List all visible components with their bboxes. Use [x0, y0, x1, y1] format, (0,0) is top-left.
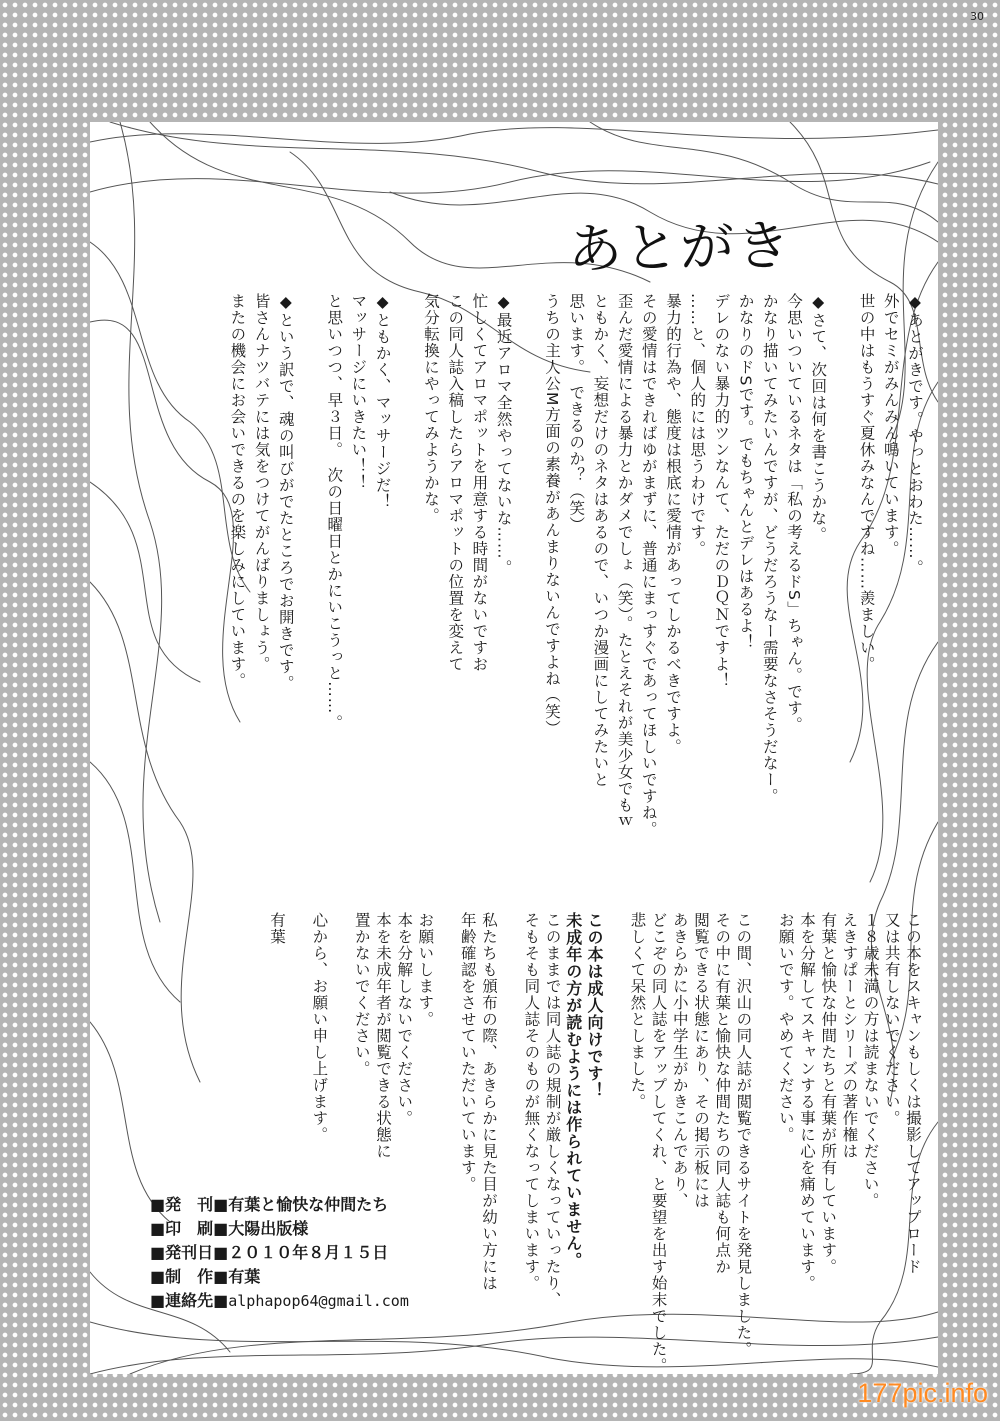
text-column: 本を分解してスキャンする事に心を痛めています。: [798, 912, 816, 1292]
text-column: 歪んだ愛情による暴力とかダメでしょ（笑）。たとえそれが美少女でもｗ: [615, 293, 634, 830]
text-column: ◆最近アロマ全然やってないな……。: [494, 293, 513, 576]
text-column: ◆という訳で、魂の叫びがでたところでお開きです。: [276, 293, 295, 692]
text-column: と思いつつ、早３日。 次の日曜日とかにいこうっと……。: [325, 293, 344, 731]
colophon-label: ■印 刷■: [150, 1219, 229, 1238]
text-column: ◆さて、次回は何を書こうかな。: [809, 293, 828, 543]
text-column: 皆さんナツバテには気をつけてがんばりましょう。: [252, 293, 271, 673]
text-column: ◆あとがきです。やっとおわた……。: [906, 293, 924, 576]
colophon-value: 大陽出版様: [228, 1219, 309, 1238]
text-column: 有葉: [268, 912, 286, 945]
colophon-value: ２０１０年８月１５日: [228, 1243, 389, 1262]
text-column: お願いします。: [416, 912, 435, 1028]
text-column: そもそも同人誌そのものが無くなってしまいます。: [522, 912, 541, 1292]
text-column: １８歳未満の方は読まないでください。: [861, 912, 880, 1209]
colophon-label: ■制 作■: [150, 1267, 229, 1286]
text-column: かなり描いてみたいんですが、どうだろうなー需要なさそうだなー。: [760, 293, 779, 805]
colophon-value: 有葉と愉快な仲間たち: [228, 1195, 389, 1214]
text-column: 世の中はもうすぐ夏休みなんですね……羨ましい。: [857, 293, 876, 673]
text-column: 思います。 できるのか？（笑）: [567, 293, 586, 533]
text-column: 閲覧できる状態にあり、その掲示板には: [692, 912, 710, 1209]
text-column: マッサージにいきたい！！: [349, 293, 368, 491]
text-column: 暴力的行為や、態度は根底に愛情があってしかるべきですよ。: [664, 293, 682, 755]
text-column: このままでは同人誌の規制が厳しくなっていったり、: [543, 912, 562, 1308]
colophon-row: [150, 1265, 409, 1289]
text-column: 今思いついているネタは「私の考えるドS」ちゃん。です。: [785, 293, 803, 733]
text-column: 又は共有しないでください。: [882, 912, 901, 1127]
text-column: あきらかに小中学生がかきこんであり、: [670, 912, 689, 1209]
text-column: ……と、個人的には思うわけです。: [688, 293, 707, 557]
colophon-row: [150, 1193, 409, 1217]
text-column: またの機会にお会いできるのを楽しみにしています。: [228, 293, 247, 689]
colophon-value: 有葉: [228, 1267, 261, 1286]
text-column: 置かないでください。: [352, 912, 371, 1077]
page-title: あとがき: [567, 214, 793, 281]
text-column: 気分転換にやってみようかな。: [422, 293, 440, 524]
text-column: その中に有葉と愉快な仲間たちの同人誌も何点か: [713, 912, 732, 1275]
text-column: この同人誌入稿したらアロマポットの位置を変えて: [446, 293, 465, 673]
text-column: 本を未成年者が閲覧できる状態に: [374, 912, 392, 1160]
text-column: ◆ともかく、マッサージだ！: [373, 293, 392, 510]
text-column: この間、沢山の同人誌が閲覧できるサイトを発見しました。: [734, 912, 753, 1358]
text-column: かなりのドSです。でもちゃんとデレはあるよ！: [736, 293, 755, 651]
colophon: [150, 1193, 409, 1313]
colophon-label: ■発刊日■: [150, 1243, 229, 1262]
text-column: その愛情はできればゆがまずに、普通にまっすぐであってほしいですね。: [639, 293, 658, 838]
text-column: ともかく、妄想だけのネタはあるので、いつか漫画にしてみたいと: [591, 293, 610, 788]
text-column: デレのない暴力的ツンなんて、ただのＤＱＮですよ！: [712, 293, 731, 689]
text-column: 有葉と愉快な仲間たちと有葉が所有しています。: [819, 912, 838, 1275]
site-watermark: 177pic.info: [857, 1378, 988, 1408]
text-column: 外でセミがみんみん鳴いています。: [881, 293, 900, 557]
text-column: 悲しくて呆然としました。: [628, 912, 647, 1110]
text-column: どこぞの同人誌をアップしてくれ、と要望を出す始末でした。: [649, 912, 668, 1374]
text-column: 忙しくてアロマポットを用意する時間がないですお: [470, 293, 489, 673]
colophon-label: ■発 刊■: [150, 1195, 229, 1214]
text-column: 私たちも頒布の際、あきらかに見た目が幼い方には: [480, 912, 498, 1292]
text-column: 年齢確認をさせていただいています。: [458, 912, 477, 1193]
text-column: 心から、お願い申し上げます。: [310, 912, 329, 1143]
text-column: 未成年の方が読むようには作られていません。: [563, 912, 583, 1269]
text-column: この本をスキャンもしくは撮影してアップロード: [904, 912, 922, 1275]
colophon-row: [150, 1289, 409, 1313]
text-column: この本は成人向けです！: [585, 912, 604, 1099]
page-number: 30: [970, 10, 984, 23]
colophon-row: [150, 1241, 409, 1265]
text-column: えきすぱーとシリーズの著作権は: [840, 912, 859, 1160]
colophon-value: alphapop64@gmail.com: [228, 1292, 409, 1310]
colophon-row: [150, 1217, 409, 1241]
text-column: 本を分解しないでください。: [395, 912, 414, 1127]
colophon-label: ■連絡先■: [150, 1291, 229, 1310]
text-column: お願いです。やめてください。: [776, 912, 795, 1143]
text-column: うちの主人公M方面の素養があんまりないんですよね（笑）: [543, 293, 561, 737]
